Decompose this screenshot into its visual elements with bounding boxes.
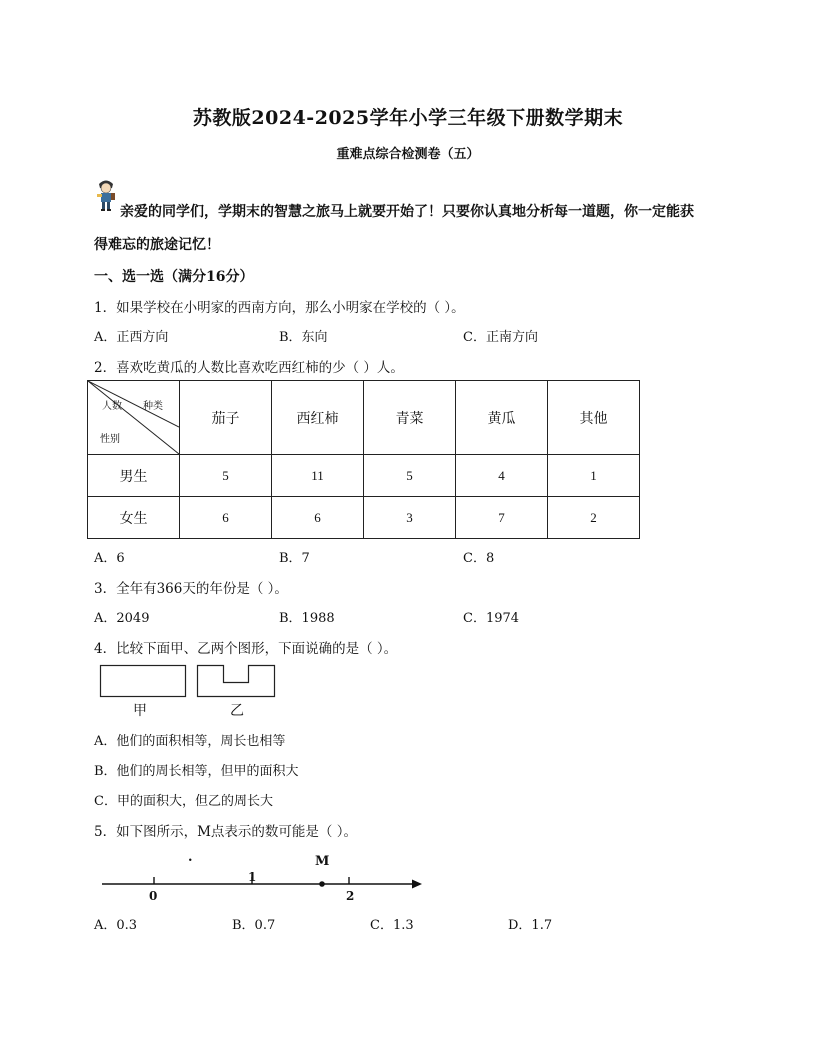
- question-4-option-a[interactable]: A．他们的面积相等，周长也相等: [94, 734, 286, 749]
- question-1-option-b[interactable]: B．东向: [279, 330, 328, 345]
- page-title: 苏教版2024-2025学年小学三年级下册数学期末: [192, 107, 624, 129]
- question-2-option-c[interactable]: C．8: [463, 551, 495, 566]
- vegetable-preference-table: [87, 380, 640, 539]
- question-1-stem: 1．如果学校在小明家的西南方向，那么小明家在学校的（ ）。: [94, 300, 465, 316]
- question-5-option-d[interactable]: D．1.7: [508, 918, 553, 933]
- table-cell: 7: [456, 497, 548, 539]
- question-4-stem: 4．比较下面甲、乙两个图形，下面说确的是（ ）。: [94, 641, 398, 657]
- row-label-boys: 男生: [88, 455, 180, 497]
- shape-jia: [101, 666, 186, 697]
- table-row: [88, 497, 640, 539]
- question-2-option-b[interactable]: B．7: [279, 551, 310, 566]
- table-cell: 6: [272, 497, 364, 539]
- stray-dot: .: [188, 850, 193, 865]
- student-mascot-icon: [94, 178, 118, 212]
- shape-jia-label: 甲: [133, 703, 147, 719]
- question-2-option-a[interactable]: A．6: [94, 551, 125, 566]
- question-5-option-b[interactable]: B．0.7: [232, 918, 276, 933]
- question-5-stem: 5．如下图所示，M点表示的数可能是（ ）。: [94, 824, 357, 840]
- table-header-cell: 其他: [548, 381, 640, 455]
- question-4-option-c[interactable]: C．甲的面积大，但乙的周长大: [94, 794, 273, 809]
- page-subtitle: 重难点综合检测卷（五）: [336, 147, 480, 162]
- table-cell: 3: [364, 497, 456, 539]
- question-3-option-b[interactable]: B．1988: [279, 611, 335, 626]
- tick-label-0: 0: [149, 889, 158, 903]
- question-1-option-c[interactable]: C．正南方向: [463, 330, 538, 345]
- question-1-option-a[interactable]: A．正西方向: [94, 330, 169, 345]
- question-2-stem: 2．喜欢吃黄瓜的人数比喜欢吃西红柿的少（ ）人。: [94, 360, 404, 376]
- row-label-girls: 女生: [88, 497, 180, 539]
- table-cell: 1: [548, 455, 640, 497]
- table-header-cell: 西红柿: [272, 381, 364, 455]
- table-cell: 5: [180, 455, 272, 497]
- point-m-label: M: [315, 854, 330, 869]
- table-header-cell: 茄子: [180, 381, 272, 455]
- shape-yi-label: 乙: [230, 703, 244, 719]
- intro-line-1: 亲爱的同学们，学期末的智慧之旅马上就要开始了！只要你认真地分析每一道题，你一定能获: [120, 204, 694, 220]
- table-cell: 6: [180, 497, 272, 539]
- table-header-cell: 青菜: [364, 381, 456, 455]
- tick-label-1: 1: [248, 870, 257, 884]
- shapes-figure: [98, 663, 280, 699]
- table-row: [88, 455, 640, 497]
- corner-label-type: 种类: [143, 401, 163, 412]
- question-5-option-c[interactable]: C．1.3: [370, 918, 414, 933]
- question-3-option-c[interactable]: C．1974: [463, 611, 520, 626]
- tick-label-2: 2: [346, 889, 355, 903]
- table-cell: 5: [364, 455, 456, 497]
- question-4-option-b[interactable]: B．他们的周长相等，但甲的面积大: [94, 764, 299, 779]
- table-cell: 11: [272, 455, 364, 497]
- corner-label-count: 人数: [102, 401, 122, 412]
- question-3-option-a[interactable]: A．2049: [94, 611, 150, 626]
- section-heading: 一、选一选（满分16分）: [94, 269, 254, 285]
- table-cell: 2: [548, 497, 640, 539]
- number-line-arrow: [412, 880, 422, 889]
- table-cell: 4: [456, 455, 548, 497]
- corner-label-gender: 性别: [100, 434, 120, 445]
- shape-yi: [198, 666, 275, 697]
- point-m-dot: [319, 881, 325, 887]
- table-corner-header: [88, 381, 180, 455]
- table-header-cell: 黄瓜: [456, 381, 548, 455]
- question-3-stem: 3．全年有366天的年份是（ ）。: [94, 581, 288, 597]
- question-5-option-a[interactable]: A．0.3: [94, 918, 138, 933]
- intro-line-2: 得难忘的旅途记忆！: [94, 237, 220, 253]
